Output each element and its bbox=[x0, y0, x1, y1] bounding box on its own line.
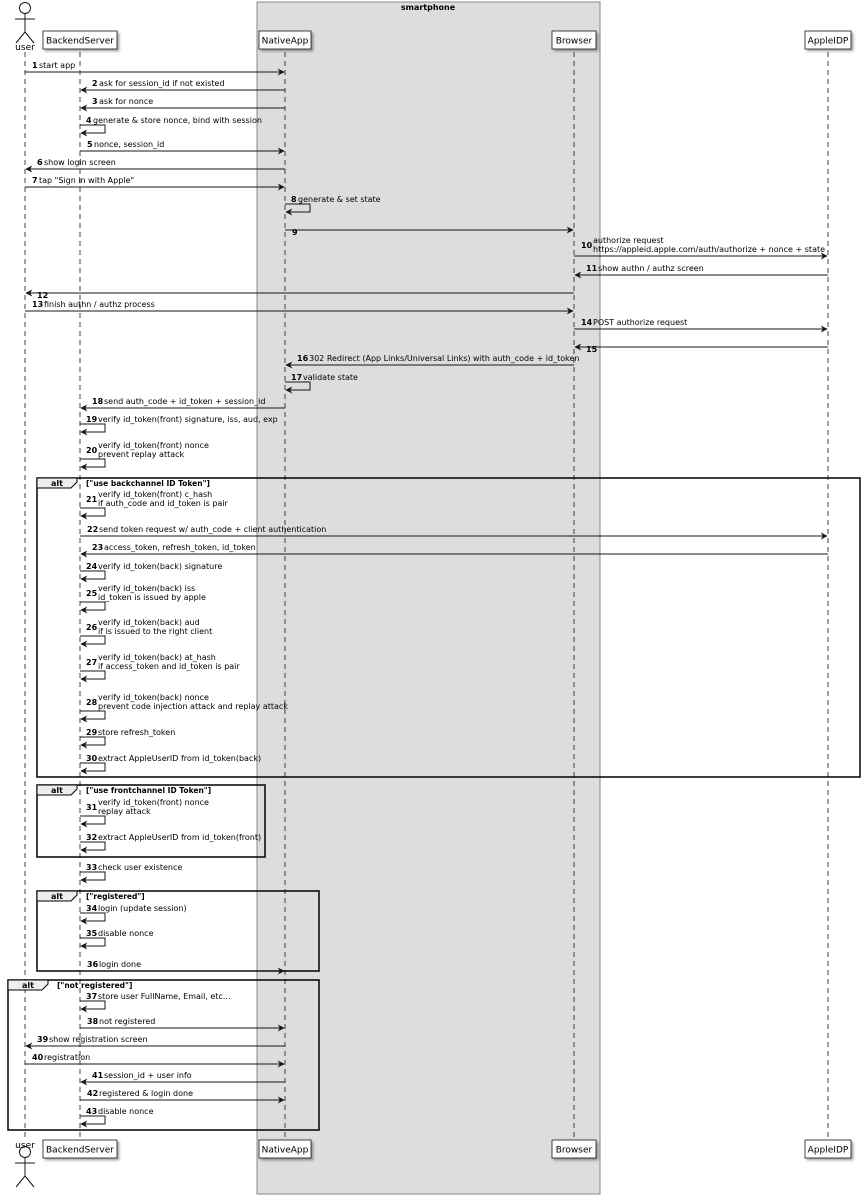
message-number: 12 bbox=[37, 291, 49, 300]
message-label: start app bbox=[39, 61, 76, 70]
message-label: disable nonce bbox=[98, 1107, 154, 1116]
smartphone-box bbox=[257, 2, 600, 1194]
message-number: 32 bbox=[86, 833, 98, 842]
message-number: 18 bbox=[92, 397, 104, 406]
message-label: POST authorize request bbox=[593, 318, 688, 327]
message-number: 26 bbox=[86, 623, 98, 632]
message-number: 23 bbox=[92, 543, 104, 552]
alt-tag: alt bbox=[22, 981, 34, 990]
message-36 bbox=[80, 960, 284, 971]
message-label: if access_token and id_token is pair bbox=[98, 662, 240, 671]
message-label: prevent code injection attack and replay attack bbox=[98, 702, 288, 711]
message-label: 302 Redirect (App Links/Universal Links) with auth_code + id_token bbox=[309, 354, 580, 363]
message-label: ask for session_id if not existed bbox=[99, 79, 225, 88]
message-label: store user FullName, Email, etc... bbox=[98, 992, 231, 1001]
participant-label: Browser bbox=[555, 1145, 593, 1156]
message-number: 4 bbox=[86, 116, 92, 125]
message-arrow bbox=[80, 459, 105, 467]
message-label: if is issued to the right client bbox=[98, 627, 213, 636]
message-label: id_token is issued by apple bbox=[98, 593, 206, 602]
message-label: prevent replay attack bbox=[98, 450, 185, 459]
message-label: registration bbox=[44, 1053, 91, 1062]
alt-fragment bbox=[37, 785, 265, 857]
message-2 bbox=[81, 79, 285, 90]
message-arrow bbox=[80, 872, 105, 880]
message-label: verify id_token(back) aud bbox=[98, 618, 200, 627]
message-21 bbox=[80, 490, 229, 516]
message-number: 31 bbox=[86, 803, 98, 812]
message-number: 11 bbox=[586, 264, 598, 273]
message-42 bbox=[80, 1089, 284, 1100]
message-label: send token request w/ auth_code + client authentication bbox=[99, 525, 327, 534]
message-number: 42 bbox=[87, 1089, 99, 1098]
actor-icon bbox=[15, 1147, 35, 1188]
message-25 bbox=[80, 584, 206, 610]
message-number: 17 bbox=[291, 373, 303, 382]
message-label: tap "Sign in with Apple" bbox=[39, 176, 135, 185]
message-3 bbox=[81, 97, 285, 108]
message-number: 38 bbox=[87, 1017, 99, 1026]
participant-browser-bottom bbox=[552, 1140, 596, 1158]
message-18 bbox=[81, 397, 285, 408]
message-number: 21 bbox=[86, 495, 98, 504]
alt-tag: alt bbox=[51, 479, 63, 488]
message-number: 34 bbox=[86, 904, 98, 913]
message-number: 7 bbox=[32, 176, 38, 185]
participant-native-bottom bbox=[259, 1140, 311, 1158]
message-arrow bbox=[80, 711, 105, 719]
message-number: 24 bbox=[86, 562, 98, 571]
message-number: 28 bbox=[86, 698, 98, 707]
message-5 bbox=[80, 140, 284, 151]
message-number: 39 bbox=[37, 1035, 49, 1044]
message-label: disable nonce bbox=[98, 929, 154, 938]
message-arrow bbox=[80, 763, 105, 771]
alt-condition: ["use frontchannel ID Token"] bbox=[86, 786, 212, 795]
message-label: show registration screen bbox=[49, 1035, 148, 1044]
message-label: authorize request bbox=[593, 236, 664, 245]
message-number: 14 bbox=[581, 318, 593, 327]
message-label: ask for nonce bbox=[99, 97, 154, 106]
participant-native-top bbox=[259, 31, 311, 49]
message-label: verify id_token(front) c_hash bbox=[98, 490, 213, 499]
message-label: generate & store nonce, bind with session bbox=[93, 116, 262, 125]
message-number: 13 bbox=[32, 300, 44, 309]
alt-condition: ["use backchannel ID Token"] bbox=[86, 479, 210, 488]
message-label: verify id_token(back) iss bbox=[98, 584, 196, 593]
message-37 bbox=[80, 992, 231, 1009]
message-29 bbox=[80, 728, 175, 745]
message-label: verify id_token(back) at_hash bbox=[98, 653, 216, 662]
message-arrow bbox=[80, 913, 105, 921]
message-arrow bbox=[80, 1116, 105, 1124]
message-number: 19 bbox=[86, 415, 98, 424]
participant-label: NativeApp bbox=[261, 36, 309, 47]
message-label: verify id_token(front) signature, iss, aud, exp bbox=[98, 415, 278, 424]
message-number: 2 bbox=[92, 79, 98, 88]
message-label: extract AppleUserID from id_token(back) bbox=[98, 754, 262, 763]
message-number: 15 bbox=[586, 345, 598, 354]
message-41 bbox=[81, 1071, 285, 1082]
message-arrow bbox=[80, 842, 105, 850]
message-39 bbox=[26, 1035, 285, 1046]
message-number: 30 bbox=[86, 754, 98, 763]
message-arrow bbox=[80, 602, 105, 610]
message-label: login (update session) bbox=[98, 904, 187, 913]
actor-user-top bbox=[15, 3, 35, 54]
message-number: 40 bbox=[32, 1053, 44, 1062]
message-label: login done bbox=[99, 960, 141, 969]
message-31 bbox=[80, 798, 209, 824]
message-label: show login screen bbox=[44, 158, 116, 167]
message-label: replay attack bbox=[98, 807, 151, 816]
message-number: 16 bbox=[297, 354, 309, 363]
message-number: 35 bbox=[86, 929, 98, 938]
participant-apple-top bbox=[805, 31, 851, 49]
message-label: verify id_token(front) nonce bbox=[98, 798, 209, 807]
message-43 bbox=[80, 1107, 154, 1124]
message-label: if auth_code and id_token is pair bbox=[98, 499, 228, 508]
message-label: verify id_token(back) signature bbox=[98, 562, 223, 571]
participant-label: AppleIDP bbox=[807, 36, 849, 47]
message-24 bbox=[80, 562, 222, 579]
message-number: 33 bbox=[86, 863, 98, 872]
smartphone-box-title: smartphone bbox=[400, 3, 456, 12]
message-1 bbox=[25, 61, 284, 72]
message-number: 8 bbox=[291, 195, 297, 204]
participant-label: user bbox=[15, 43, 35, 53]
participant-browser-top bbox=[552, 31, 596, 49]
participant-label: BackendServer bbox=[46, 36, 114, 47]
message-arrow bbox=[80, 424, 105, 432]
message-arrow bbox=[80, 508, 105, 516]
message-arrow bbox=[80, 1001, 105, 1009]
alt-condition: ["not registered"] bbox=[57, 981, 133, 990]
participant-label: BackendServer bbox=[46, 1145, 114, 1156]
message-label: store refresh_token bbox=[98, 728, 176, 737]
participant-label: NativeApp bbox=[261, 1145, 309, 1156]
message-number: 22 bbox=[87, 525, 99, 534]
message-number: 6 bbox=[37, 158, 43, 167]
actor-icon bbox=[15, 3, 35, 44]
message-label: check user existence bbox=[98, 863, 183, 872]
message-number: 1 bbox=[32, 61, 38, 70]
message-20 bbox=[80, 441, 209, 467]
participant-label: Browser bbox=[555, 36, 593, 47]
message-15 bbox=[575, 345, 828, 354]
participant-backend-bottom bbox=[43, 1140, 117, 1158]
message-number: 9 bbox=[292, 228, 298, 237]
message-number: 10 bbox=[581, 241, 593, 250]
message-26 bbox=[80, 618, 212, 644]
message-number: 43 bbox=[86, 1107, 98, 1116]
message-arrow bbox=[80, 816, 105, 824]
message-30 bbox=[80, 754, 261, 771]
message-35 bbox=[80, 929, 154, 946]
message-6 bbox=[26, 158, 285, 169]
message-19 bbox=[80, 415, 278, 432]
message-number: 29 bbox=[86, 728, 98, 737]
message-label: nonce, session_id bbox=[94, 140, 165, 149]
message-label: verify id_token(front) nonce bbox=[98, 441, 209, 450]
message-label: verify id_token(back) nonce bbox=[98, 693, 209, 702]
alt-condition: ["registered"] bbox=[86, 892, 145, 901]
participant-label: AppleIDP bbox=[807, 1145, 849, 1156]
message-number: 3 bbox=[92, 97, 98, 106]
message-arrow bbox=[80, 571, 105, 579]
message-label: validate state bbox=[303, 373, 358, 382]
message-number: 27 bbox=[86, 658, 98, 667]
message-4 bbox=[80, 116, 262, 133]
message-label: finish authn / authz process bbox=[44, 300, 155, 309]
message-33 bbox=[80, 863, 182, 880]
message-number: 5 bbox=[87, 140, 93, 149]
message-38 bbox=[80, 1017, 284, 1028]
participant-apple-bottom bbox=[805, 1140, 851, 1158]
message-number: 20 bbox=[86, 446, 98, 455]
message-number: 37 bbox=[86, 992, 98, 1001]
message-label: https://appleid.apple.com/auth/authorize + nonce + state bbox=[593, 245, 826, 254]
participant-label: user bbox=[15, 1141, 35, 1151]
message-27 bbox=[80, 653, 240, 679]
participant-backend-top bbox=[43, 31, 117, 49]
message-11 bbox=[575, 264, 828, 275]
message-34 bbox=[80, 904, 187, 921]
message-number: 25 bbox=[86, 589, 98, 598]
message-number: 41 bbox=[92, 1071, 104, 1080]
message-number: 36 bbox=[87, 960, 99, 969]
message-arrow bbox=[80, 737, 105, 745]
message-label: registered & login done bbox=[99, 1089, 193, 1098]
message-label: extract AppleUserID from id_token(front) bbox=[98, 833, 262, 842]
message-label: generate & set state bbox=[298, 195, 381, 204]
message-label: not registered bbox=[99, 1017, 156, 1026]
message-label: send auth_code + id_token + session_id bbox=[104, 397, 266, 406]
message-7 bbox=[25, 176, 284, 187]
message-arrow bbox=[80, 938, 105, 946]
message-arrow bbox=[80, 636, 105, 644]
message-label: session_id + user info bbox=[104, 1071, 192, 1080]
message-arrow bbox=[80, 671, 105, 679]
message-label: show authn / authz screen bbox=[598, 264, 704, 273]
message-32 bbox=[80, 833, 261, 850]
message-arrow bbox=[80, 125, 105, 133]
message-10 bbox=[574, 236, 827, 256]
message-14 bbox=[574, 318, 827, 329]
actor-user-bottom bbox=[15, 1141, 35, 1187]
message-label: access_token, refresh_token, id_token bbox=[104, 543, 256, 552]
message-40 bbox=[25, 1053, 284, 1064]
alt-tag: alt bbox=[51, 892, 63, 901]
alt-tag: alt bbox=[51, 786, 63, 795]
